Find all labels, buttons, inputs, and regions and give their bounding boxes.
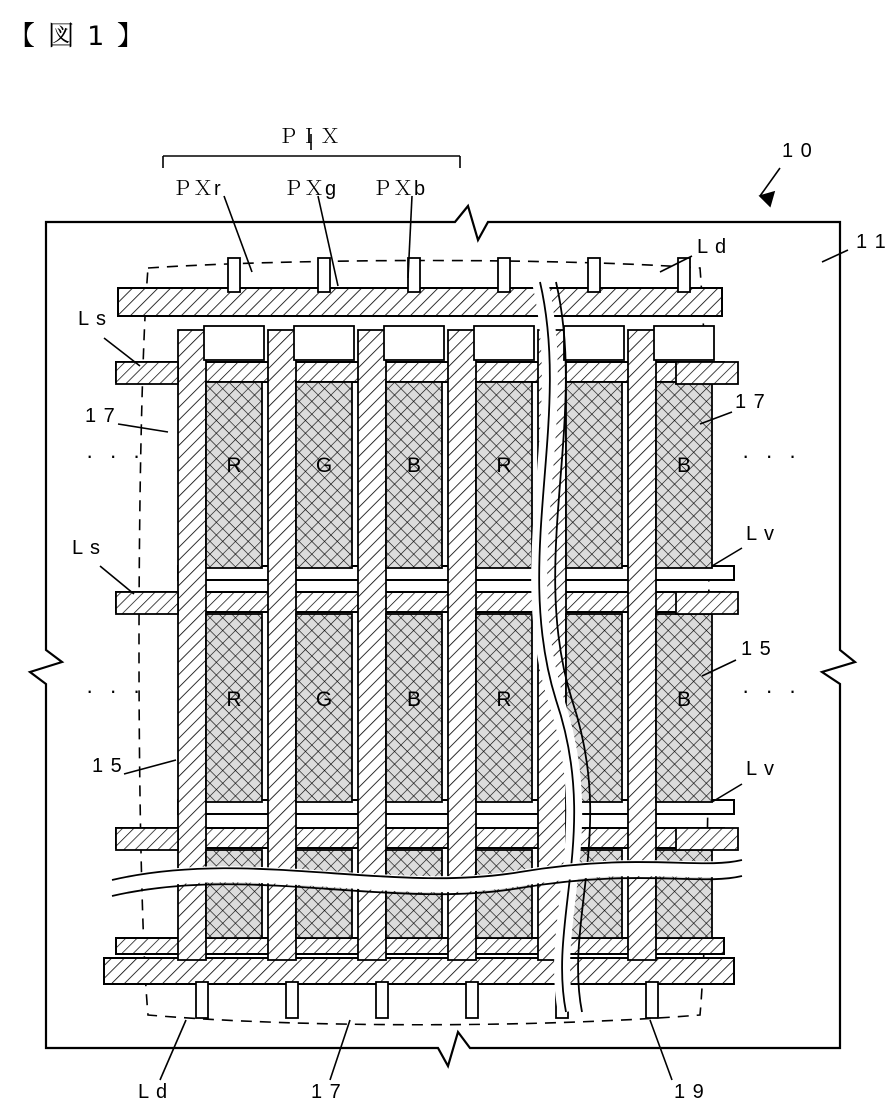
callout-device-number: 1 0 [782,140,813,162]
callout-element-15-left: 1 5 [92,755,123,777]
callout-element-17-bottom: 1 7 [311,1081,342,1103]
pixel-r1c3-letter: B [406,454,422,477]
callout-data-line-top-right: L d [697,236,728,258]
callout-element-17-left: 1 7 [85,405,116,427]
ellipsis-left-upper: · · · [86,443,146,468]
data-bus-bottom [104,958,734,984]
ellipsis-left-lower: · · · [86,678,146,703]
subpixel-label-r: ＰＸr [172,178,222,200]
pix-group-label: ＰＩＸ [278,126,341,148]
callout-scan-line-left-top: L s [78,308,107,330]
figure-caption: 【 図 1 】 [8,21,146,52]
pixel-r1c2-letter: G [315,454,333,477]
pixel-r2c2-letter: G [315,688,333,711]
callout-power-line-right-top: L v [746,523,775,545]
pixel-r1c6-letter: B [676,454,692,477]
pixel-r1c4-letter: R [496,454,512,477]
pixel-r2c1-letter: R [226,688,242,711]
pixel-r2c3-letter: B [406,688,422,711]
callout-substrate-number: 1 1 [856,231,887,253]
callout-data-line-bottom-left: L d [138,1081,169,1103]
subpixel-label-b: ＰＸb [372,178,427,200]
callout-element-19-bottom: 1 9 [674,1081,705,1103]
callout-power-line-right-bottom: L v [746,758,775,780]
pixel-r2c4-letter: R [496,688,512,711]
pixel-r2c6-letter: B [676,688,692,711]
callout-scan-line-left-mid: L s [72,537,101,559]
ellipsis-right-upper: · · · [742,443,802,468]
callout-element-15-right: 1 5 [741,638,772,660]
pixel-r1c1-letter: R [226,454,242,477]
subpixel-label-g: ＰＸg [283,178,338,200]
callout-element-17-right: 1 7 [735,391,766,413]
ellipsis-right-lower: · · · [742,678,802,703]
